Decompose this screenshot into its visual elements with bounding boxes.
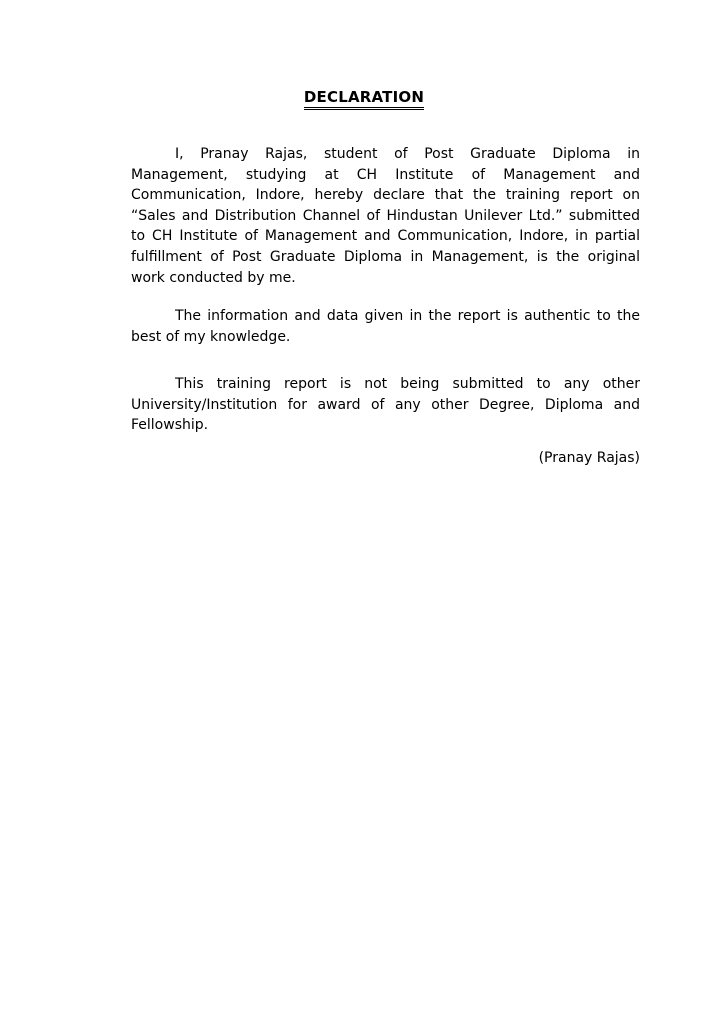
signature-name: (Pranay Rajas) [538, 450, 640, 466]
document-title [0, 87, 728, 107]
document-title-text: DECLARATION [304, 88, 424, 110]
declaration-paragraph: I, Pranay Rajas, student of Post Graduate Diploma in Management, studying at CH Institute of Management and Communication, Indore, hereby declare that the training report on “Sales and Distribution Channel of Hindustan Unilever Ltd.” submitted to CH Institute of Management and Communication, Indore, in partial fulfillment of Post Graduate Diploma in Management, is the original work conducted by me. [131, 146, 640, 286]
authenticity-paragraph: The information and data given in the report is authentic to the best of my knowledge. [131, 308, 640, 345]
submission-paragraph: This training report is not being submitted to any other University/Institution for award of any other Degree, Diploma and Fellowship. [131, 376, 640, 434]
